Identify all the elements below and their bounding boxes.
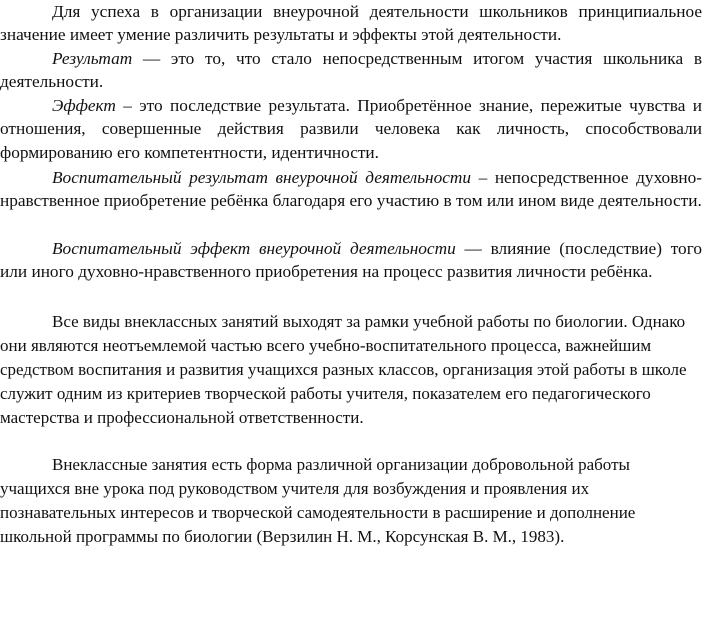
paragraph-text: Внеклассные занятия есть форма различной организации добровольной работы учащихся вне урока под руководством учителя для возбуждения и проявления их познавательных интересов и творческой самодеятельности в расширение и дополнение школьной программы по биологии (Верзилин Н. М., Корсунская В. М., 1983). <box>0 455 636 546</box>
paragraph-text: Все виды внеклассных занятий выходят за рамки учебной работы по биологии. Однако они являются неотъемлемой частью всего учебно-воспитательного процесса, важнейшим средством воспитания и развития учащихся разных классов, организация этой работы в школе служит одним из критериев творческой работы учителя, показателем его педагогического мастерства и профессиональной ответственности. <box>0 312 687 427</box>
definition-result <box>0 47 702 94</box>
definition-text: — это то, что стало непосредственным итогом участия школьника в деятельности. <box>0 49 702 92</box>
definition-effect <box>0 94 702 164</box>
definition-term: Воспитательный эффект внеурочной деятельности <box>52 239 456 258</box>
definition-term: Эффект <box>52 96 116 115</box>
paragraph-text: Для успеха в организации внеурочной деятельности школьников принципиальное значение имеет умение различить результаты и эффекты этой деятельности. <box>0 2 702 45</box>
paragraph-extracurricular-types <box>0 310 702 430</box>
definition-educational-effect <box>0 237 702 284</box>
definition-educational-result <box>0 166 702 213</box>
definition-text: – непосредственное духовно-нравственное приобретение ребёнка благодаря его участию в том или ином виде деятельности. <box>0 168 702 211</box>
paragraph-intro <box>0 0 702 47</box>
definition-text: — влияние (последствие) того или иного духовно-нравственного приобретения на процесс развития личности ребёнка. <box>0 239 702 282</box>
definition-text: – это последствие результата. Приобретённое знание, пережитые чувства и отношения, совершенные действия развили человека как личность, способствовали формированию его компетентности, идентичности. <box>0 96 702 162</box>
definition-term: Воспитательный результат внеурочной деятельности <box>52 168 472 187</box>
paragraph-extracurricular-definition <box>0 453 702 549</box>
definition-term: Результат <box>52 49 133 68</box>
